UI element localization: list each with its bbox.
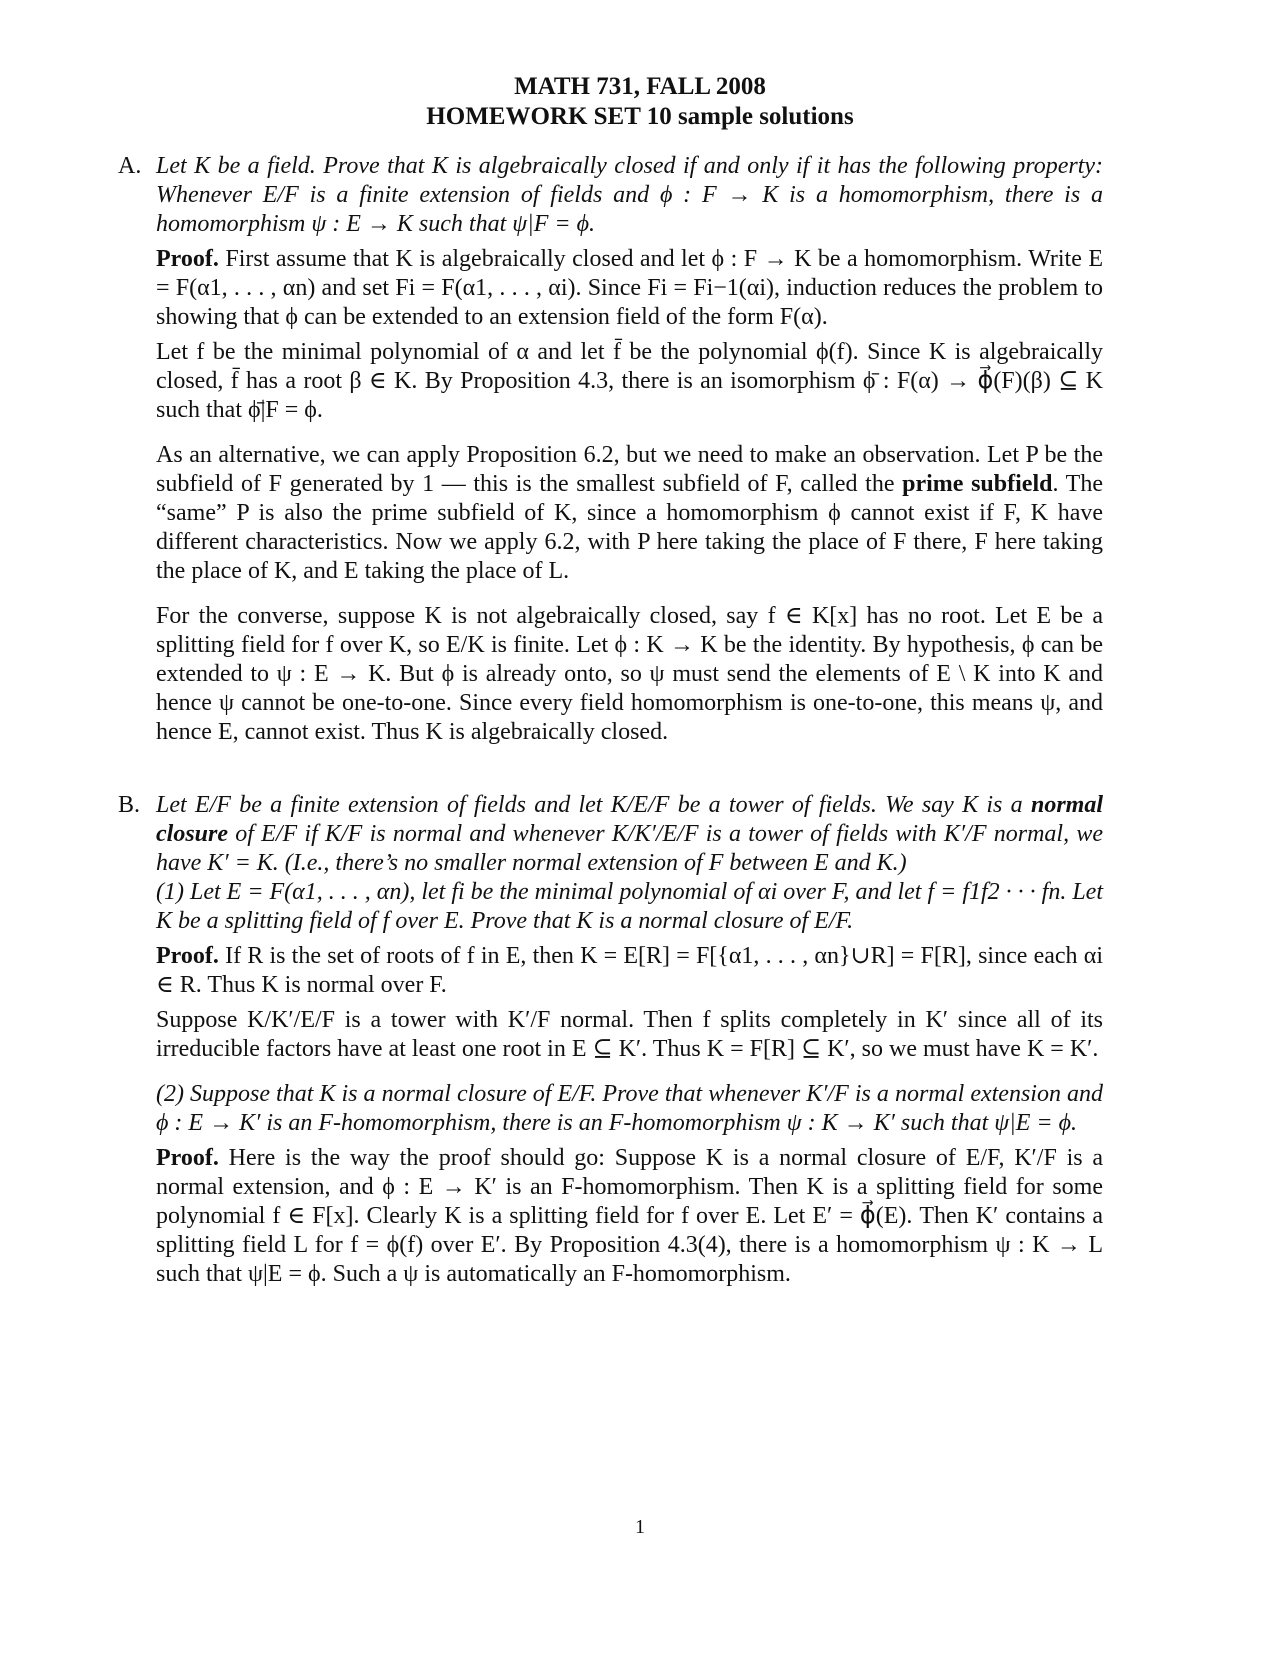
document-header — [0, 72, 1280, 132]
proof-label: Proof. — [156, 943, 219, 969]
problem-b-proof1 — [156, 942, 1103, 1000]
proof-label: Proof. — [156, 1145, 219, 1171]
normal-closure-term: normal closure — [156, 792, 1104, 847]
homework-title: HOMEWORK SET 10 sample solutions — [426, 103, 854, 130]
proof1-p1: If R is the set of roots of f in E, then K = E[R] = F[{α1, . . . , αn}∪R] = F[R], since each αi ∈ R. Thus K is normal over F. — [156, 943, 1103, 998]
course-title: MATH 731, FALL 2008 — [514, 73, 766, 100]
problem-b-label: B. — [118, 792, 141, 818]
stmt-text-2: of E/F if K/F is normal and whenever K/K′/E/F is a tower of fields with K′/F normal, we have K′ = K. (I.e., there’s no smaller normal extension of F between E and K.) — [156, 821, 1103, 876]
problem-a-alternative — [156, 441, 1103, 586]
alt-text-2: . The “same” P is also the prime subfield of K, since a homomorphism ϕ cannot exist if F, K have different characteristics. Now we apply 6.2, with P here taking the place of F there, F here taking the place of K, and E taking the place of L. — [156, 471, 1103, 584]
proof-label: Proof. — [156, 246, 219, 272]
problem-a-proof-p1: First assume that K is algebraically closed and let ϕ : F → K be a homomorphism. Write E = F(α1, . . . , αn) and set Fi = F(α1, . . . , αi). Since Fi = Fi−1(αi), induction reduces the problem to showing that ϕ can be extended to an extension field of the form F(α). — [156, 246, 1104, 330]
proof2-p1: Here is the way the proof should go: Suppose K is a normal closure of E/F, K′/F is a normal extension, and ϕ : E → K′ is an F-homomorphism. Then K is a splitting field for some polynomial f ∈ F[x]. Clearly K is a splitting field for f over E. Let E′ = ϕ⃗(E). Then K′ contains a splitting field L for f = ϕ(f) over E′. By Proposition 4.3(4), there is a homomorphism ψ : K → L such that ψ|E = ϕ. Such a ψ is automatically an F-homomorphism. — [156, 1145, 1104, 1287]
problem-a-label: A. — [118, 153, 142, 179]
problem-b-statement — [156, 791, 1103, 878]
stmt-text-1: Let E/F be a finite extension of fields and let K/E/F be a tower of fields. We say K is a — [156, 792, 1023, 818]
page-number: 1 — [635, 1516, 645, 1538]
problem-b-part2: (2) Suppose that K is a normal closure of E/F. Prove that whenever K′/F is a normal extension and ϕ : E → K′ is an F-homomorphism, there is an F-homomorphism ψ : K → K′ such that ψ|E = ϕ. — [156, 1081, 1103, 1136]
problem-a — [118, 152, 1103, 747]
problem-b-proof2 — [156, 1144, 1103, 1289]
problem-a-proof-p2: Let f be the minimal polynomial of α and let f̄ be the polynomial ϕ(f). Since K is algebraically closed, f̄ has a root β ∈ K. By Proposition 4.3, there is an isomorphism ϕ̄ : F(α) → ϕ⃗(F)(β) ⊆ K such that ϕ̄|F = ϕ. — [156, 339, 1103, 423]
problem-b-part1: (1) Let E = F(α1, . . . , αn), let fi be the minimal polynomial of αi over F, and let f = f1f2 · · · fn. Let K be a splitting field of f over E. Prove that K is a normal closure of E/F. — [156, 879, 1103, 934]
document-body — [118, 152, 1103, 1289]
prime-subfield-term: prime subfield — [902, 471, 1053, 497]
problem-a-statement: Let K be a field. Prove that K is algebraically closed if and only if it has the following property: Whenever E/F is a finite extension of fields and ϕ : F → K is a homomorphism, there is a homomorphism ψ : E → K such that ψ|F = ϕ. — [156, 153, 1103, 237]
problem-a-converse: For the converse, suppose K is not algebraically closed, say f ∈ K[x] has no root. Let E be a splitting field for f over K, so E/K is finite. Let ϕ : K → K be the identity. By hypothesis, ϕ can be extended to ψ : E → K. But ϕ is already onto, so ψ must send the elements of E \ K into K and hence ψ cannot be one-to-one. Since every field homomorphism is one-to-one, this means ψ, and hence E, cannot exist. Thus K is algebraically closed. — [156, 603, 1103, 745]
alt-text-1: As an alternative, we can apply Proposition 6.2, but we need to make an observation. Let P be the subfield of F generated by 1 — this is the smallest subfield of F, called the — [156, 442, 1103, 497]
problem-a-proof — [156, 245, 1103, 332]
problem-b-proof1-p2: Suppose K/K′/E/F is a tower with K′/F normal. Then f splits completely in K′ since all of its irreducible factors have at least one root in E ⊆ K′. Thus K = F[R] ⊆ K′, so we must have K = K′. — [156, 1007, 1103, 1062]
problem-b — [118, 791, 1103, 1289]
